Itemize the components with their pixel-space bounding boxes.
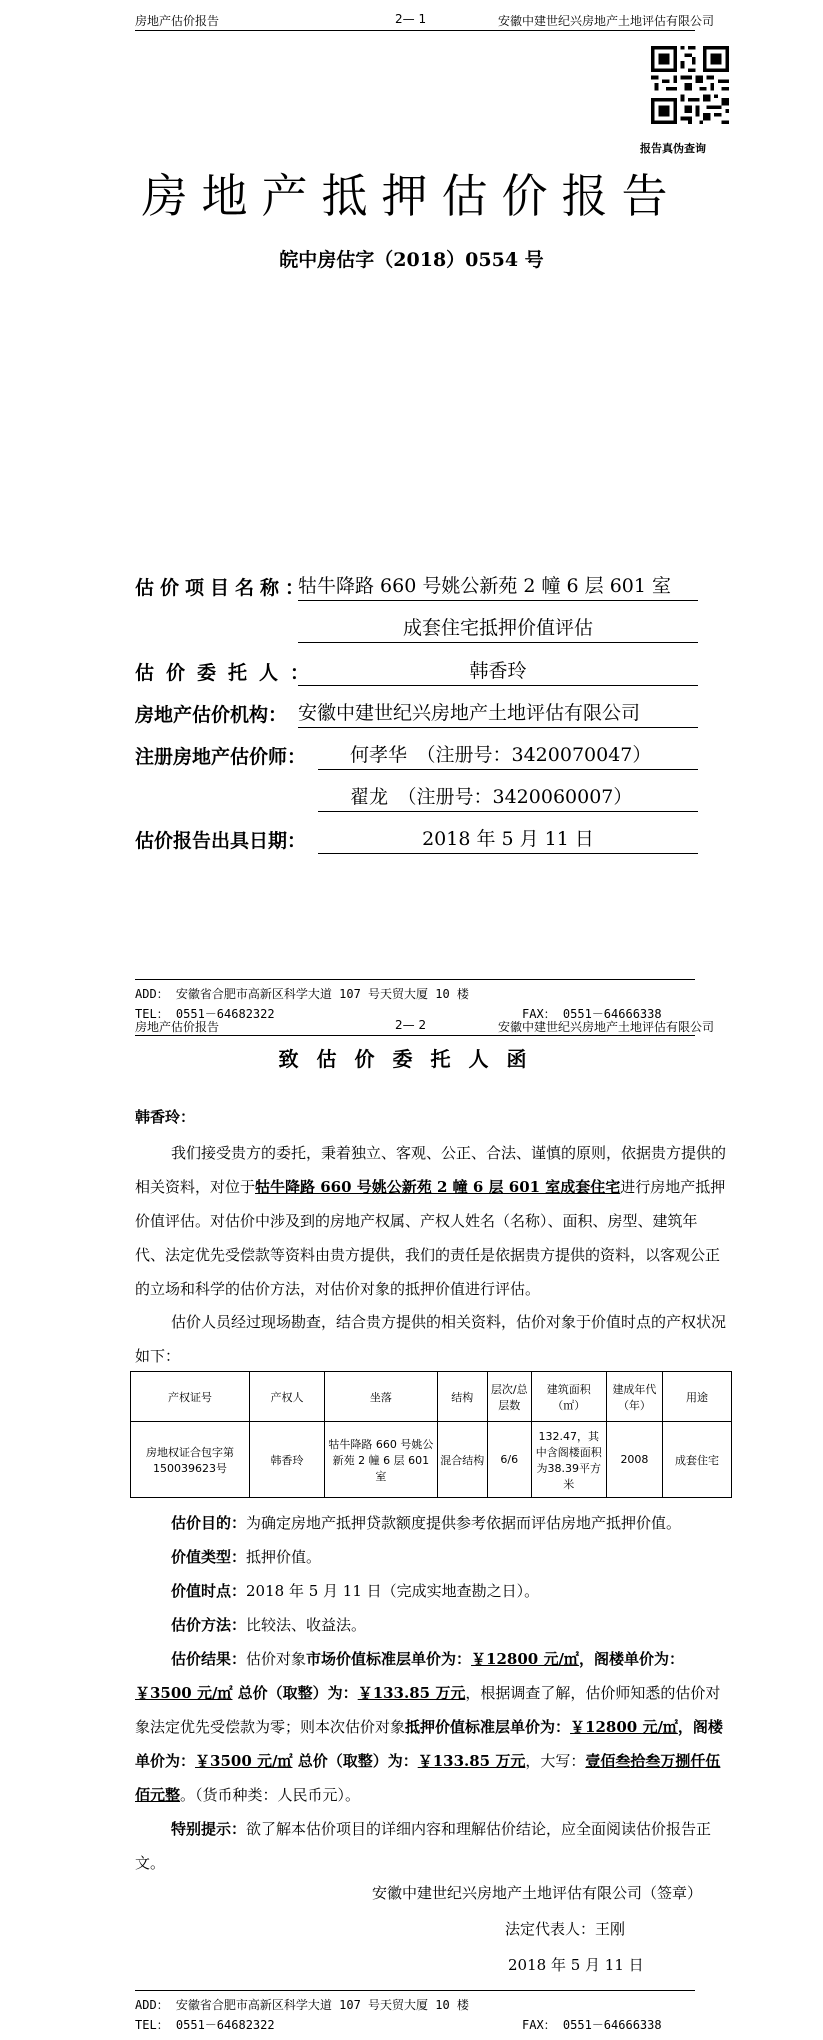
page2-header-center: 2— 2 bbox=[395, 1018, 427, 1032]
appraiser-1: 何孝华 （注册号：3420070047） bbox=[318, 740, 698, 770]
client-value: 韩香玲 bbox=[298, 656, 698, 686]
special-note: 特别提示：欲了解本估价项目的详细内容和理解估价结论，应全面阅读估价报告正文。 bbox=[135, 1820, 712, 1872]
report-date-row bbox=[135, 826, 306, 853]
market-unit-price: ￥12800 元/㎡ bbox=[471, 1650, 579, 1668]
property-table bbox=[130, 1371, 732, 1498]
appraiser-row bbox=[135, 742, 306, 769]
project-name-row bbox=[135, 573, 310, 600]
table-cell: 房地权证合包字第150039623号 bbox=[131, 1422, 250, 1498]
page1-footer-rule bbox=[135, 979, 695, 980]
page1-header-rule bbox=[135, 30, 695, 31]
value-type-line: 价值类型：抵押价值。 bbox=[171, 1548, 322, 1566]
document-number: 皖中房估字（2018）0554 号 bbox=[279, 249, 544, 271]
signature-company: 安徽中建世纪兴房地产土地评估有限公司（签章） bbox=[372, 1884, 703, 1902]
mortgage-attic-price: ￥3500 元/㎡ bbox=[195, 1752, 293, 1770]
legal-representative: 法定代表人：王刚 bbox=[505, 1920, 626, 1938]
qr-code-icon[interactable] bbox=[651, 46, 729, 124]
appraiser-label: 注册房地产估价师： bbox=[135, 746, 307, 768]
page1-header-left: 房地产估价报告 bbox=[135, 14, 220, 28]
page2-header-rule bbox=[135, 1035, 695, 1036]
table-cell: 韩香玲 bbox=[249, 1422, 324, 1498]
page2-footer-address: ADD： 安徽省合肥市高新区科学大道 107 号天贸大厦 10 楼 bbox=[135, 1998, 469, 2012]
agency-row bbox=[135, 700, 287, 727]
report-title: 房地产抵押估价报告 bbox=[141, 169, 682, 223]
qr-label: 报告真伪查询 bbox=[640, 142, 706, 155]
page1-footer-tel: TEL： 0551－64682322 bbox=[135, 1007, 275, 1021]
table-header: 建成年代（年） bbox=[606, 1372, 662, 1422]
table-header: 用途 bbox=[663, 1372, 732, 1422]
table-cell: 牯牛降路 660 号姚公新苑 2 幢 6 层 601 室 bbox=[325, 1422, 438, 1498]
salutation: 韩香玲： bbox=[135, 1108, 196, 1126]
table-cell: 6/6 bbox=[487, 1422, 531, 1498]
table-header: 结构 bbox=[437, 1372, 487, 1422]
survey-paragraph: 估价人员经过现场勘查，结合贵方提供的相关资料，估价对象于价值时点的产权状况如下： bbox=[135, 1313, 727, 1365]
appraiser-2: 翟龙 （注册号：3420060007） bbox=[318, 782, 698, 812]
page2-footer-tel: TEL： 0551－64682322 bbox=[135, 2018, 275, 2032]
table-cell: 132.47，其中含阁楼面积为38.39平方米 bbox=[531, 1422, 606, 1498]
project-name-label: 估价项目名称： bbox=[135, 577, 311, 599]
mortgage-unit-price: ￥12800 元/㎡ bbox=[570, 1718, 678, 1736]
project-name-line1: 牯牛降路 660 号姚公新苑 2 幢 6 层 601 室 bbox=[298, 571, 698, 601]
page1-footer-fax: FAX： 0551－64666338 bbox=[522, 1007, 662, 1021]
page2-header-right: 安徽中建世纪兴房地产土地评估有限公司 bbox=[498, 1020, 715, 1034]
market-total-price: ￥133.85 万元 bbox=[357, 1684, 466, 1702]
table-header: 产权人 bbox=[249, 1372, 324, 1422]
page1-header-right: 安徽中建世纪兴房地产土地评估有限公司 bbox=[498, 14, 715, 28]
page2-footer-fax: FAX： 0551－64666338 bbox=[522, 2018, 662, 2032]
amount-in-words: 壹佰叁拾叁万捌仟伍佰元整 bbox=[135, 1752, 721, 1804]
table-header: 层次/总层数 bbox=[487, 1372, 531, 1422]
result-paragraph: 估价结果：估价对象市场价值标准层单价为：￥12800 元/㎡，阁楼单价为：￥3500 元/㎡ 总价（取整）为：￥133.85 万元，根据调查了解，估价师知悉的估价对象法定优先受偿款为零；则本次估价对象抵押价值标准层单价为：￥12800 元/㎡，阁楼单价为：￥3500 元/㎡ 总价（取整）为：￥133.85 万元，大写：壹佰叁拾叁万捌仟伍佰元整。（货币种类：人民币元）。 bbox=[135, 1650, 723, 1804]
report-date-value: 2018 年 5 月 11 日 bbox=[318, 824, 698, 854]
value-time-line: 价值时点：2018 年 5 月 11 日（完成实地查勘之日）。 bbox=[171, 1582, 540, 1600]
letter-title: 致估价委托人函 bbox=[278, 1047, 545, 1071]
project-name-line2: 成套住宅抵押价值评估 bbox=[298, 613, 698, 643]
purpose-line: 估价目的：为确定房地产抵押贷款额度提供参考依据而评估房地产抵押价值。 bbox=[171, 1514, 682, 1532]
client-row bbox=[135, 658, 321, 685]
property-address: 牯牛降路 660 号姚公新苑 2 幢 6 层 601 室成套住宅 bbox=[255, 1178, 621, 1196]
table-header: 坐落 bbox=[325, 1372, 438, 1422]
page1-header-center: 2— 1 bbox=[395, 12, 427, 26]
method-line: 估价方法：比较法、收益法。 bbox=[171, 1616, 367, 1634]
page1-footer-address: ADD： 安徽省合肥市高新区科学大道 107 号天贸大厦 10 楼 bbox=[135, 987, 469, 1001]
table-row bbox=[131, 1422, 732, 1498]
table-cell: 成套住宅 bbox=[663, 1422, 732, 1498]
market-attic-price: ￥3500 元/㎡ bbox=[135, 1684, 233, 1702]
agency-value: 安徽中建世纪兴房地产土地评估有限公司 bbox=[298, 698, 698, 728]
table-header-row bbox=[131, 1372, 732, 1422]
signature-date: 2018 年 5 月 11 日 bbox=[508, 1956, 644, 1974]
agency-label: 房地产估价机构： bbox=[135, 704, 288, 726]
table-header: 产权证号 bbox=[131, 1372, 250, 1422]
intro-paragraph: 我们接受贵方的委托，秉着独立、客观、公正、合法、谨慎的原则，依据贵方提供的相关资料，对位于牯牛降路 660 号姚公新苑 2 幢 6 层 601 室成套住宅进行房地产抵押价值评估。对估价中涉及到的房地产权属、产权人姓名（名称）、面积、房型、建筑年代、法定优先受偿款等资料由贵方提供，我们的责任是依据贵方提供的资料，以客观公正的立场和科学的估价方法，对估价对象的抵押价值进行评估。 bbox=[135, 1144, 727, 1298]
table-header: 建筑面积（㎡） bbox=[531, 1372, 606, 1422]
client-label: 估价委托人： bbox=[135, 662, 322, 684]
page2-footer-rule bbox=[135, 1990, 695, 1991]
table-cell: 2008 bbox=[606, 1422, 662, 1498]
page2-header-left: 房地产估价报告 bbox=[135, 1020, 220, 1034]
table-cell: 混合结构 bbox=[437, 1422, 487, 1498]
report-date-label: 估价报告出具日期： bbox=[135, 830, 307, 852]
mortgage-total-price: ￥133.85 万元 bbox=[417, 1752, 526, 1770]
